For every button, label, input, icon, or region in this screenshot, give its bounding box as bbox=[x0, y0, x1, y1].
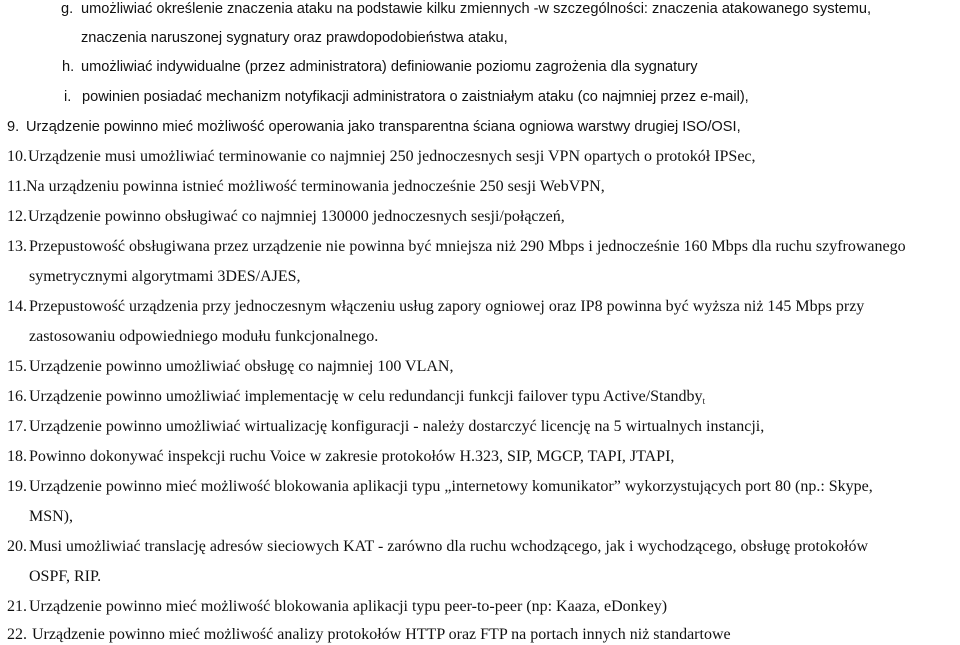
item-marker: 17. bbox=[7, 418, 27, 435]
item-text: Musi umożliwiać translację adresów sieciowych KAT - zarówno dla ruchu wchodzącego, jak i wychodzącego, obsługę protokołów bbox=[29, 538, 868, 555]
item-marker: 11. bbox=[7, 178, 27, 195]
item-marker: 16. bbox=[7, 388, 27, 405]
list-item-22 bbox=[7, 626, 731, 644]
item-text: umożliwiać indywidualne (przez administratora) definiowanie poziomu zagrożenia dla sygnatury bbox=[81, 59, 698, 75]
item-text: Urządzenie powinno umożliwiać obsługę co najmniej 100 VLAN, bbox=[29, 358, 454, 375]
item-text: Urządzenie powinno mieć możliwość blokowania aplikacji typu „internetowy komunikator” wykorzystujących port 80 (np.: Skype, bbox=[29, 478, 873, 495]
item-marker: g. bbox=[61, 1, 74, 17]
item-text: zastosowaniu odpowiedniego modułu funkcjonalnego. bbox=[29, 328, 379, 345]
list-item-19 bbox=[7, 478, 873, 496]
list-item-15 bbox=[7, 358, 453, 376]
list-item-i bbox=[64, 88, 749, 106]
item-marker: 20. bbox=[7, 538, 27, 555]
item-text: Na urządzeniu powinna istnieć możliwość terminowania jednocześnie 250 sesji WebVPN, bbox=[26, 178, 605, 195]
item-subscript: t bbox=[702, 396, 706, 406]
list-item-g-continued bbox=[81, 29, 508, 47]
item-marker: 12. bbox=[7, 208, 27, 225]
item-text: Urządzenie powinno mieć możliwość blokowania aplikacji typu peer-to-peer (np: Kaaza, eDonkey) bbox=[29, 598, 668, 615]
item-marker: 19. bbox=[7, 478, 27, 495]
item-text: Przepustowość obsługiwana przez urządzenie nie powinna być mniejsza niż 290 Mbps i jednocześnie 160 Mbps dla ruchu szyfrowanego bbox=[29, 238, 906, 255]
item-text: umożliwiać określenie znaczenia ataku na podstawie kilku zmiennych -w szczególności: znaczenia atakowanego systemu, bbox=[81, 1, 872, 17]
item-text: Przepustowość urządzenia przy jednoczesnym włączeniu usług zapory ogniowej oraz IP8 powinna być wyższa niż 145 Mbps przy bbox=[29, 298, 865, 315]
item-text: znaczenia naruszonej sygnatury oraz prawdopodobieństwa ataku, bbox=[81, 30, 508, 46]
list-item-20 bbox=[7, 538, 868, 556]
list-item-14 bbox=[7, 298, 864, 316]
list-item-19-continued bbox=[29, 508, 73, 526]
item-marker: h. bbox=[62, 59, 75, 75]
item-text: MSN), bbox=[29, 508, 74, 525]
item-text: powinien posiadać mechanizm notyfikacji administratora o zaistniałym ataku (co najmniej przez e-mail), bbox=[82, 89, 749, 105]
item-marker: 13. bbox=[7, 238, 27, 255]
list-item-13-continued bbox=[29, 268, 301, 286]
list-item-13 bbox=[7, 238, 906, 256]
list-item-17 bbox=[7, 418, 764, 436]
item-text: symetrycznymi algorytmami 3DES/AJES, bbox=[29, 268, 301, 285]
list-item-12 bbox=[7, 208, 565, 226]
item-marker: 9. bbox=[7, 119, 20, 135]
item-marker: 22. bbox=[7, 626, 27, 643]
list-item-h bbox=[62, 58, 698, 76]
item-marker: 18. bbox=[7, 448, 27, 465]
item-text: Urządzenie musi umożliwiać terminowanie co najmniej 250 jednoczesnych sesji VPN opartych o protokół IPSec, bbox=[28, 148, 756, 165]
item-text: Urządzenie powinno mieć możliwość analizy protokołów HTTP oraz FTP na portach innych niż standartowe bbox=[32, 626, 731, 643]
list-item-9 bbox=[7, 118, 741, 136]
item-marker: 15. bbox=[7, 358, 27, 375]
list-item-10 bbox=[7, 148, 756, 166]
list-item-21 bbox=[7, 598, 667, 616]
item-text: Urządzenie powinno mieć możliwość operowania jako transparentna ściana ogniowa warstwy drugiej ISO/OSI, bbox=[26, 119, 741, 135]
item-text: Urządzenie powinno umożliwiać wirtualizację konfiguracji - należy dostarczyć licencję na 5 wirtualnych instancji, bbox=[29, 418, 765, 435]
list-item-g bbox=[61, 0, 871, 18]
list-item-20-continued bbox=[29, 568, 101, 586]
item-text: Powinno dokonywać inspekcji ruchu Voice w zakresie protokołów H.323, SIP, MGCP, TAPI, JTAPI, bbox=[29, 448, 675, 465]
item-marker: 21. bbox=[7, 598, 27, 615]
item-text: Urządzenie powinno obsługiwać co najmniej 130000 jednoczesnych sesji/połączeń, bbox=[28, 208, 565, 225]
item-marker: 10. bbox=[7, 148, 27, 165]
item-marker: 14. bbox=[7, 298, 27, 315]
item-text: OSPF, RIP. bbox=[29, 568, 102, 585]
list-item-14-continued bbox=[29, 328, 378, 346]
list-item-18 bbox=[7, 448, 674, 466]
list-item-11 bbox=[7, 178, 605, 196]
item-marker: i. bbox=[64, 89, 72, 105]
item-text: Urządzenie powinno umożliwiać implementację w celu redundancji funkcji failover typu Active/Standby bbox=[29, 388, 703, 405]
list-item-16 bbox=[7, 388, 705, 410]
